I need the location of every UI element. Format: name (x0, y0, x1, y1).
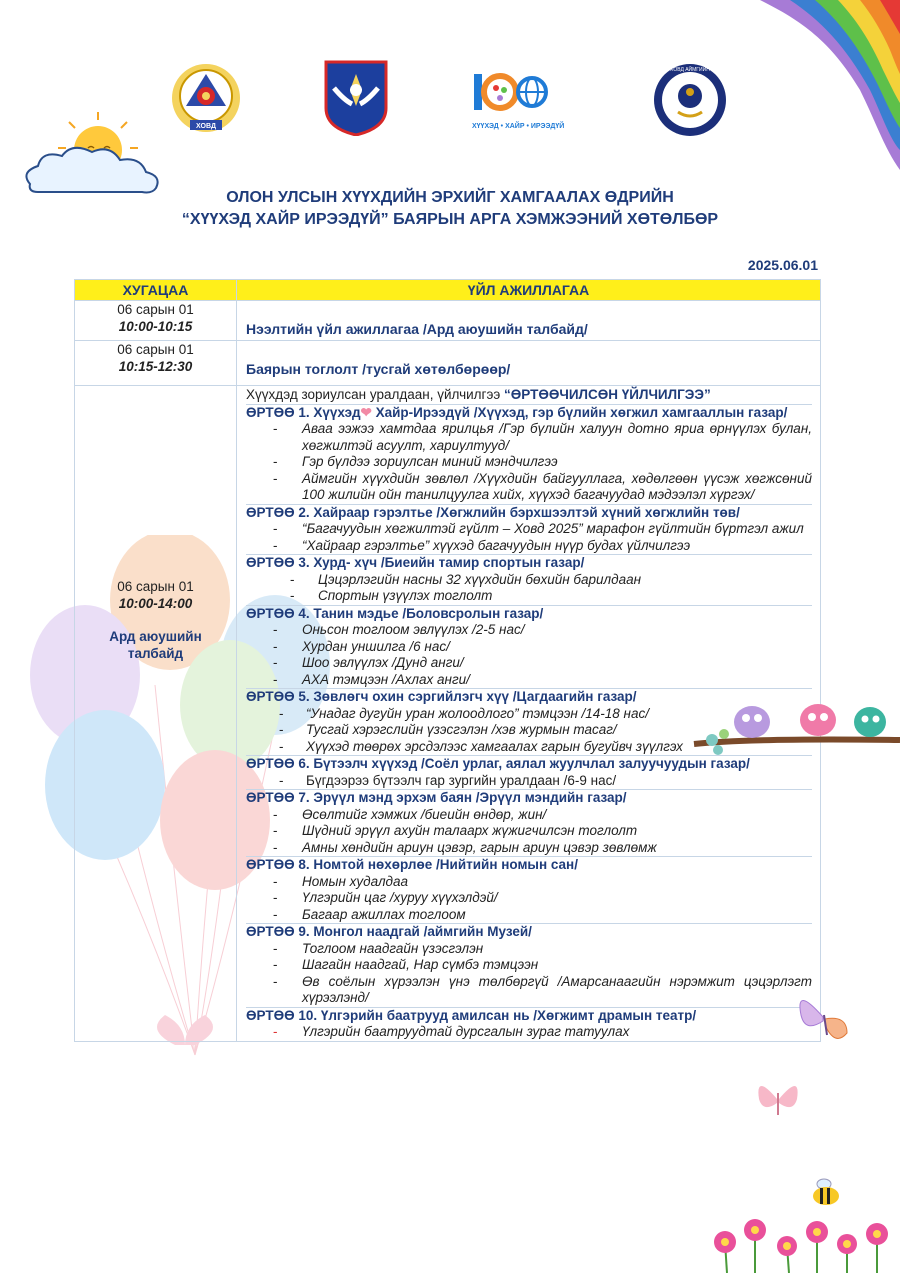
list-item: - Үлгэрийн баатруудтай дурсгалын зураг татуулах (246, 1024, 812, 1041)
khovd-emblem-text: ХОВД (196, 123, 216, 130)
station-heading: ӨРТӨӨ 4. Танин мэдье /Боловсролын газар/ (246, 605, 544, 621)
station-4 (246, 606, 812, 690)
list-item: - Хүүхэд төөрөх эрсдэлээс хамгаалах гарын бугуйвч зүүлгэх (246, 739, 812, 756)
time-cell (75, 301, 237, 341)
station-items (246, 421, 812, 504)
station-heading: ӨРТӨӨ 10. Үлгэрийн баатрууд амилсан нь /Хөгжимт драмын театр/ (246, 1007, 697, 1023)
day-text: 06 сарын 01 (117, 342, 194, 357)
list-item: - Тоглоом наадгайн үзэсгэлэн (246, 941, 812, 958)
list-item: - “Унадаг дугуйн уран жолоодлого” тэмцээн /14-18 нас/ (246, 706, 812, 723)
station-heading: ӨРТӨӨ 5. Зөвлөгч охин сэргийлэгч хүү /Цагдаагийн газар/ (246, 689, 637, 704)
station-items (246, 773, 812, 790)
list-item: - Шоо эвлүүлэх /Дунд анги/ (246, 655, 812, 672)
station-heading: ӨРТӨӨ 6. Бүтээлч хүүхэд /Соёл урлаг, аялал жуулчлал залуучуудын газар/ (246, 756, 750, 771)
list-item: - Багаар ажиллах тоглоом (246, 907, 812, 924)
table-row (75, 341, 821, 386)
butterfly-icon (795, 985, 855, 1050)
station-heading (246, 405, 812, 422)
time-range-text: 10:15-12:30 (118, 359, 193, 374)
table-row (75, 301, 821, 341)
heart-icon: ❤ (360, 404, 372, 420)
station-items (246, 874, 812, 924)
place-text: Ард аюушийн талбайд (109, 629, 202, 661)
station-heading: ӨРТӨӨ 8. Номтой нөхөрлөе /Нийтийн номын сан/ (246, 857, 578, 872)
station-9 (246, 924, 812, 1008)
pink-butterfly-icon (755, 1075, 801, 1125)
table-header-row (75, 280, 821, 301)
list-item: - Гэр бүлдээ зориулсан миний мэндчилгээ (246, 454, 812, 471)
time-cell (75, 341, 237, 386)
time-range-text: 10:00-14:00 (118, 596, 193, 611)
list-item: - Аймгийн хүүхдийн зөвлөл /Хүүхдийн байгууллага, хөдөлгөөн үүсэж хөгжсөний 100 жилийн ойн танилцуулга хийх, хүүхэд багачуудад мэдээлэл хүргэх/ (246, 471, 812, 504)
page-title (0, 187, 900, 231)
list-item: - Оньсон тоглоом эвлүүлэх /2-5 нас/ (246, 622, 812, 639)
header-time: ХУГАЦАА (75, 280, 237, 301)
title-line-2: “ХҮҮХЭД ХАЙР ИРЭЭДҮЙ” БАЯРЫН АРГА ХЭМЖЭЭНИЙ ХӨТӨЛБӨР (181, 211, 719, 228)
station-items (246, 941, 812, 1007)
station-heading: ӨРТӨӨ 9. Монгол наадгай /аймгийн Музей/ (246, 924, 532, 939)
station-7 (246, 790, 812, 857)
list-item: - Цэцэрлэгийн насны 32 хүүхдийн бөхийн барилдаан (262, 572, 812, 589)
program-date: 2025.06.01 (747, 257, 818, 273)
station-8 (246, 857, 812, 924)
list-item: - Аваа ээжээ хамтдаа ярилцья /Гэр бүлийн халуун дотно яриа өрнүүлэх булан, хөгжилтэй асуулт, хариултууд/ (246, 421, 812, 454)
title-line-1: ОЛОН УЛСЫН ХҮҮХДИЙН ЭРХИЙГ ХАМГААЛАХ ӨДРИЙН (226, 189, 674, 206)
day-text: 06 сарын 01 (117, 302, 194, 317)
station-1 (246, 405, 812, 505)
time-range-text: 10:00-10:15 (118, 319, 193, 334)
list-item: - “Багачуудын хөгжилтэй гүйлт – Ховд 2025” марафон гүйлтийн бүртгэл ажил (246, 521, 812, 538)
list-item: - Өсөлтийг хэмжих /биеийн өндөр, жин/ (246, 807, 812, 824)
logos-row (0, 62, 900, 142)
station-items (246, 622, 812, 688)
header-activity: ҮЙЛ АЖИЛЛАГАА (237, 280, 821, 301)
list-item: - Үлгэрийн цаг /хуруу хүүхэлдэй/ (246, 890, 812, 907)
station-items (246, 807, 812, 857)
intro-line (246, 387, 812, 405)
list-item: - Амны хөндийн ариун цэвэр, гарын ариун цэвэр зөвлөмж (246, 840, 812, 857)
day-text: 06 сарын 01 (117, 579, 194, 594)
station-2 (246, 505, 812, 556)
station-heading-a: ӨРТӨӨ 1. Хүүхэд (246, 404, 361, 420)
station-3 (246, 555, 812, 606)
activity-cell: Нээлтийн үйл ажиллагаа /Ард аюушийн талбайд/ (237, 301, 821, 341)
station-items (246, 572, 812, 605)
station-10 (246, 1008, 812, 1041)
list-item: - Тусгай хэрэгслийн үзэсгэлэн /хэв журмын тасаг/ (246, 722, 812, 739)
intro-bold-text: “ӨРТӨӨЧИЛСӨН ҮЙЛЧИЛГЭЭ” (504, 387, 711, 402)
list-item: - Бүгдээрээ бүтээлч гар зургийн уралдаан /6-9 нас/ (246, 773, 812, 790)
police-shield-logo (322, 60, 390, 136)
birds-branch-illustration (690, 700, 900, 770)
intro-text: Хүүхдэд зориулсан уралдаан, үйлчилгээ (246, 387, 501, 402)
station-items (246, 521, 812, 554)
khovd-aimag-logo-text: ХОВД АЙМГИЙН (670, 67, 710, 73)
list-item: - Шүдний эрүүл ахуйн талаарх жүжигчилсэн тоглолт (246, 823, 812, 840)
station-heading: ӨРТӨӨ 3. Хурд- хүч /Биеийн тамир спортын газар/ (246, 555, 585, 570)
list-item: - Номын худалдаа (246, 874, 812, 891)
list-item: - Хурдан уншилга /6 нас/ (246, 639, 812, 656)
station-heading: ӨРТӨӨ 2. Хайраар гэрэлтье /Хөгжлийн бэрхшээлтэй хүний хөгжлийн төв/ (246, 504, 740, 520)
list-item: - АХА тэмцээн /Ахлах анги/ (246, 672, 812, 689)
list-item: - Өв соёлын хүрээлэн үнэ төлбөргүй /Амарсанаагийн нэрэмжит цэцэрлэгт хүрээлэнд/ (246, 974, 812, 1007)
main-time-cell (75, 386, 237, 1042)
flowers-illustration (705, 1212, 900, 1273)
program-table (74, 279, 821, 1042)
station-heading-b: Хайр-Ирээдүй /Хүүхэд, гэр бүлийн хөгжил хамгааллын газар/ (375, 404, 788, 420)
bee-icon (808, 1178, 844, 1208)
list-item: - Шагайн наадгай, Нар сүмбэ тэмцээн (246, 957, 812, 974)
khovd-aimag-logo (652, 62, 728, 138)
list-item: - “Хайраар гэрэлтье” хүүхэд багачуудын нүүр будах үйлчилгээ (246, 538, 812, 555)
100-years-caption: ХҮҮХЭД • ХАЙР • ИРЭЭДҮЙ (472, 123, 565, 130)
khovd-emblem-logo (168, 62, 244, 136)
list-item: - Спортын үзүүлэх тоглолт (262, 588, 812, 605)
100-years-children-logo (470, 68, 594, 134)
station-heading: ӨРТӨӨ 7. Эрүүл мэнд эрхэм баян /Эрүүл мэндийн газар/ (246, 790, 627, 805)
station-items (246, 1024, 812, 1041)
activity-cell: Баярын тоглолт /тусгай хөтөлбөрөөр/ (237, 341, 821, 386)
